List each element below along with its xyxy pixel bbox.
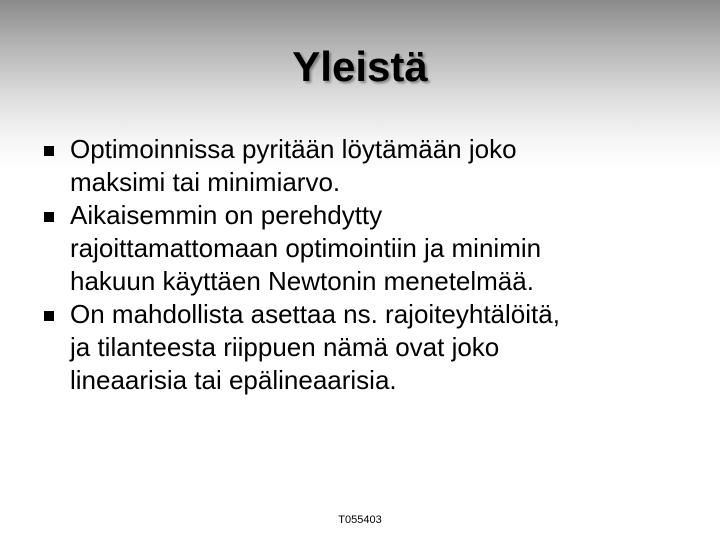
square-bullet-icon (44, 146, 54, 156)
square-bullet-icon (44, 311, 54, 321)
bullet-line: rajoittamattomaan optimointiin ja minimin (70, 233, 542, 263)
bullet-line: On mahdollista asettaa ns. rajoiteyhtälöitä, (70, 299, 560, 329)
footer-code: T055403 (338, 514, 382, 526)
bullet-line: Optimoinnissa pyritään löytämään joko (70, 134, 517, 164)
bullet-line: ja tilanteesta riippuen nämä ovat joko (70, 332, 500, 362)
bullet-line: lineaarisia tai epälineaarisia. (70, 365, 397, 395)
slide-title: Yleistä (292, 43, 428, 90)
bullet-line: Aikaisemmin on perehdytty (70, 200, 383, 230)
bullet-item-constraints (0, 298, 720, 397)
bullet-item-newton-method (0, 199, 720, 298)
bullet-list (0, 133, 720, 397)
bullet-line: hakuun käyttäen Newtonin menetelmää. (70, 266, 534, 296)
square-bullet-icon (44, 212, 54, 222)
bullet-line: maksimi tai minimiarvo. (70, 167, 341, 197)
bullet-item-optimization-goal (0, 133, 720, 199)
